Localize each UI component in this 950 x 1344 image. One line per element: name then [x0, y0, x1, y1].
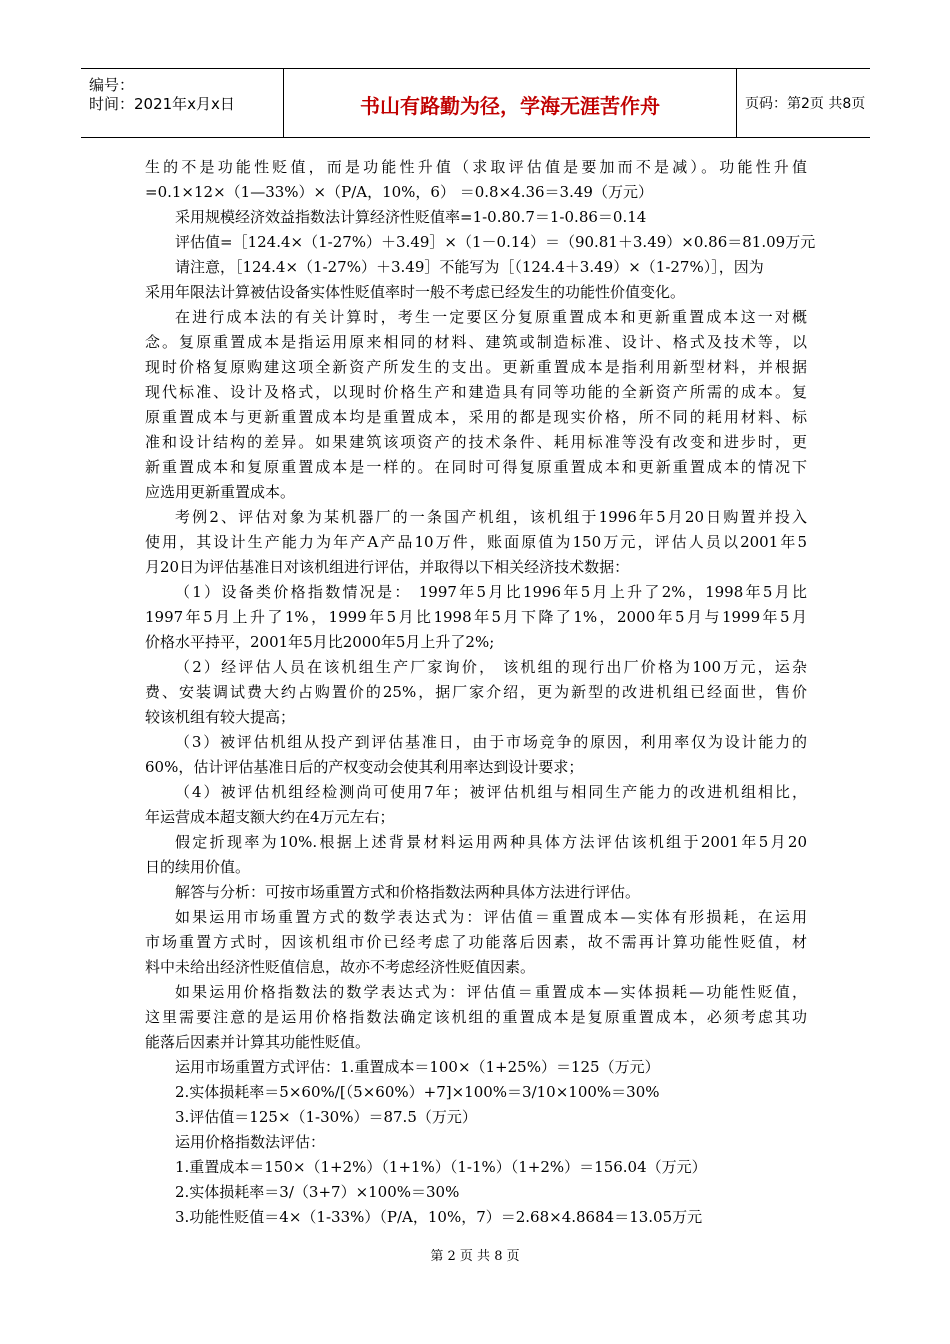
text-line: 3.功能性贬值＝4×（1-33%）（P/A，10%，7）＝2.68×4.8684＝13.05万元 — [175, 1208, 703, 1226]
text-line: 月20日为评估基准日对该机组进行评估，并取得以下相关经济技术数据： — [145, 558, 630, 576]
header-motto: 书山有路勤为径，学海无涯苦作舟 — [360, 94, 660, 118]
text-line: 在进行成本法的有关计算时，考生一定要区分复原重置成本和更新重置成本这一对概 — [175, 308, 807, 326]
text-line: 1.重置成本＝150×（1+2%）（1+1%）（1-1%）（1+2%）＝156.04（万元） — [175, 1158, 707, 1176]
text-line: 考例2、评估对象为某机器厂的一条国产机组，该机组于1996年5月20日购置并投入 — [175, 508, 807, 526]
text-line: 运用市场重置方式评估：1.重置成本＝100×（1+25%）＝125（万元） — [175, 1058, 660, 1076]
text-line: 如果运用价格指数法的数学表达式为：评估值＝重置成本—实体损耗—功能性贬值， — [175, 983, 807, 1001]
text-line: 解答与分析：可按市场重置方式和价格指数法两种具体方法进行评估。 — [175, 883, 641, 901]
text-line: 使用，其设计生产能力为年产A产品10万件，账面原值为150万元，评估人员以2001年5 — [145, 533, 807, 551]
text-line: 评估值=［124.4×（1-27%）＋3.49］×（1－0.14）＝（90.81＋3.49）×0.86＝81.09万元 — [175, 233, 816, 251]
text-line: 市场重置方式时，因该机组市价已经考虑了功能落后因素，故不需再计算功能性贬值，材 — [145, 933, 807, 951]
text-line: 料中未给出经济性贬值信息，故亦不考虑经济性贬值因素。 — [145, 958, 536, 976]
text-line: 生的不是功能性贬值，而是功能性升值（求取评估值是要加而不是减）。功能性升值 — [145, 158, 807, 176]
header-center-cell — [284, 69, 737, 137]
text-line: 1997年5月上升了1%，1999年5月比1998年5月下降了1%，2000年5月与1999年5月 — [145, 608, 807, 626]
page-footer: 第 2 页 共 8 页 — [430, 1249, 520, 1264]
text-line: 3.评估值＝125×（1-30%）＝87.5（万元） — [175, 1108, 477, 1126]
text-line: （1）设备类价格指数情况是： 1997年5月比1996年5月上升了2%，1998年5月比 — [175, 583, 807, 601]
text-line: 新重置成本和复原重置成本是一样的。在同时可得复原重置成本和更新重置成本的情况下 — [145, 458, 807, 476]
document-date-label: 时间：2021年x月x日 — [89, 95, 235, 113]
text-line: =0.1×12×（1—33%）×（P/A，10%，6） ＝0.8×4.36＝3.49（万元） — [145, 183, 653, 201]
header-left-cell — [81, 69, 284, 137]
text-line: （4）被评估机组经检测尚可使用7年；被评估机组与相同生产能力的改进机组相比， — [175, 783, 807, 801]
page-header — [81, 68, 870, 138]
text-line: 原重置成本与更新重置成本均是重置成本，采用的都是现实价格，所不同的耗用材料、标 — [145, 408, 807, 426]
text-line: 日的续用价值。 — [145, 858, 251, 876]
text-line: 念。复原重置成本是指运用原来相同的材料、建筑或制造标准、设计、格式及技术等，以 — [145, 333, 807, 351]
text-line: 现代标准、设计及格式，以现时价格生产和建造具有同等功能的全新资产所需的成本。复 — [145, 383, 807, 401]
text-line: 价格水平持平，2001年5月比2000年5月上升了2%; — [145, 633, 495, 651]
header-page-number: 页码：第2页 共8页 — [745, 96, 866, 112]
text-line: 现时价格复原购建这项全新资产所发生的支出。更新重置成本是指利用新型材料，并根据 — [145, 358, 807, 376]
text-line: 应选用更新重置成本。 — [145, 483, 296, 501]
text-line: 准和设计结构的差异。如果建筑该项资产的技术条件、耗用标准等没有改变和进步时，更 — [145, 433, 807, 451]
text-line: （2）经评估人员在该机组生产厂家询价， 该机组的现行出厂价格为100万元，运杂 — [175, 658, 807, 676]
header-right-cell — [737, 69, 870, 137]
text-line: 较该机组有较大提高； — [145, 708, 296, 726]
text-line: 60%，估计评估基准日后的产权变动会使其利用率达到设计要求； — [145, 758, 584, 776]
text-line: 年运营成本超支额大约在4万元左右； — [145, 808, 395, 826]
text-line: 采用规模经济效益指数法计算经济性贬值率=1-0.80.7＝1-0.86＝0.14 — [175, 208, 647, 226]
text-line: 假定折现率为10%.根据上述背景材料运用两种具体方法评估该机组于2001年5月20 — [175, 833, 807, 851]
text-line: 采用年限法计算被估设备实体性贬值率时一般不考虑已经发生的功能性价值变化。 — [145, 283, 686, 301]
text-line: 费、安装调试费大约占购置价的25%，据厂家介绍，更为新型的改进机组已经面世，售价 — [145, 683, 808, 701]
text-line: 这里需要注意的是运用价格指数法确定该机组的重置成本是复原重置成本，必须考虑其功 — [145, 1008, 807, 1026]
text-line: （3）被评估机组从投产到评估基准日，由于市场竞争的原因，利用率仅为设计能力的 — [175, 733, 807, 751]
text-line: 能落后因素并计算其功能性贬值。 — [145, 1033, 371, 1051]
document-number-label: 编号： — [89, 76, 135, 94]
text-line: 请注意，［124.4×（1-27%）＋3.49］不能写为［（124.4＋3.49）×（1-27%）］，因为 — [175, 258, 764, 276]
text-line: 如果运用市场重置方式的数学表达式为：评估值＝重置成本—实体有形损耗，在运用 — [175, 908, 807, 926]
text-line: 2.实体损耗率＝3/（3+7）×100%＝30% — [175, 1183, 460, 1201]
text-line: 2.实体损耗率＝5×60%/[（5×60%）+7]×100%＝3/10×100%＝30% — [175, 1083, 660, 1101]
text-line: 运用价格指数法评估： — [175, 1133, 326, 1151]
